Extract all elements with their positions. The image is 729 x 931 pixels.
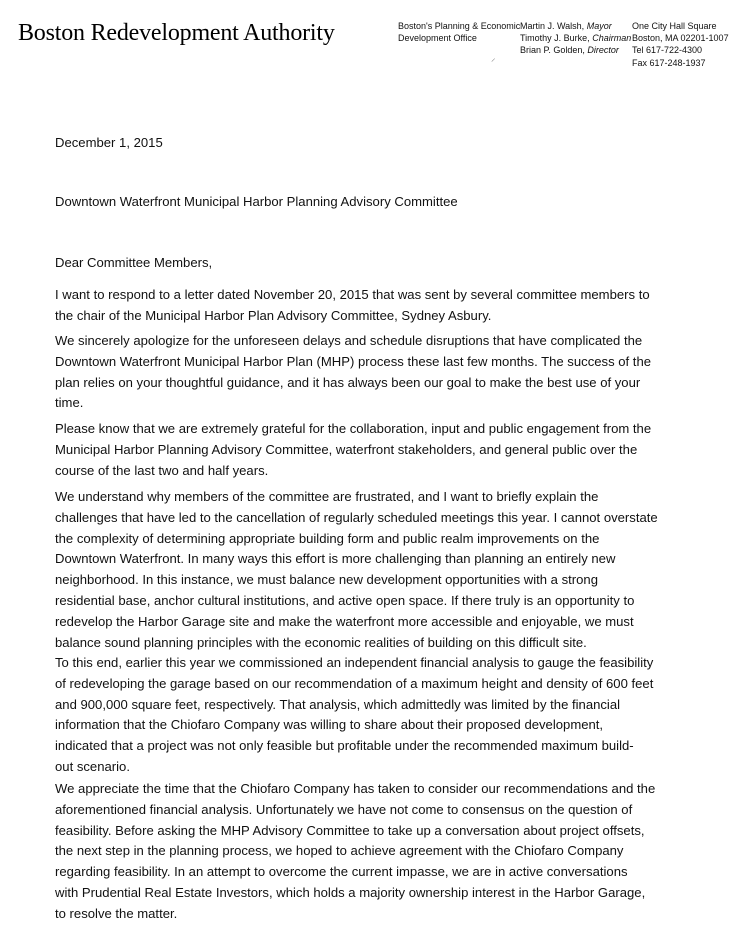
recipient: Downtown Waterfront Municipal Harbor Planning Advisory Committee: [55, 194, 458, 209]
paragraph-line: regarding feasibility. In an attempt to overcome the current impasse, we are in active conversations: [55, 864, 628, 880]
paragraph-line: balance sound planning principles with the economic realities of building on this difficult site.: [55, 634, 587, 650]
paragraph-3: [55, 419, 691, 481]
paragraph-line: Downtown Waterfront. In many ways this effort is more challenging than planning an entirely new: [55, 551, 616, 567]
paragraph-line: information that the Chiofaro Company was willing to share about their proposed development,: [55, 717, 604, 733]
paragraph-line: and 900,000 square feet, respectively. That analysis, which admittedly was limited by the financial: [55, 696, 621, 712]
official-director: [520, 44, 631, 56]
paragraph-2: [55, 331, 691, 414]
paragraph-line: We sincerely apologize for the unforeseen delays and schedule disruptions that have complicated the: [55, 333, 643, 348]
paragraph-line: out scenario.: [55, 758, 130, 774]
paragraph-line: Municipal Harbor Planning Advisory Committee, waterfront stakeholders, and general public over the: [55, 441, 638, 457]
official-role: Director: [587, 45, 619, 56]
address-line: One City Hall Square: [632, 21, 717, 31]
paragraph-4: [55, 487, 691, 653]
phone-line: Tel 617-722-4300: [632, 45, 703, 56]
official-role: Chairman: [592, 33, 632, 44]
paragraph-line: aforementioned financial analysis. Unfortunately we have not come to consensus on the question of: [55, 801, 633, 817]
signature-mark-icon: ⸝: [491, 53, 496, 63]
paragraph-line: We appreciate the time that the Chiofaro Company has taken to consider our recommendations and the: [55, 781, 656, 796]
letter-date: December 1, 2015: [55, 135, 163, 150]
paragraph-line: Please know that we are extremely grateful for the collaboration, input and public engagement from the: [55, 421, 652, 436]
salutation: Dear Committee Members,: [55, 255, 213, 270]
paragraph-line: to resolve the matter.: [55, 905, 178, 921]
address-block: [632, 20, 729, 69]
org-name: Boston Redevelopment Authority: [18, 20, 335, 46]
paragraph-line: challenges that have led to the cancellation of regularly scheduled meetings this year. I cannot overstate: [55, 509, 658, 525]
official-name: Brian P. Golden,: [520, 45, 585, 56]
paragraph-line: with Prudential Real Estate Investors, which holds a majority ownership interest in the Harbor Garage,: [55, 884, 646, 900]
official-mayor: [520, 20, 631, 32]
paragraph-line: residential base, anchor cultural institutions, and active open space. If there truly is an opportunity to: [55, 592, 635, 608]
paragraph-line: We understand why members of the committee are frustrated, and I want to briefly explain the: [55, 489, 599, 504]
paragraph-line: plan relies on your thoughtful guidance, and it has always been our goal to make the best use of your: [55, 374, 641, 390]
officials-block: [520, 20, 631, 57]
paragraph-line: the chair of the Municipal Harbor Plan Advisory Committee, Sydney Asbury.: [55, 307, 492, 323]
official-chairman: [520, 32, 631, 44]
paragraph-line: feasibility. Before asking the MHP Advisory Committee to take up a conversation about project offsets,: [55, 822, 645, 838]
paragraph-5: [55, 653, 691, 778]
department-line: Boston's Planning & Economic: [398, 21, 521, 31]
paragraph-line: indicated that a project was not only feasible but profitable under the recommended maximum build-: [55, 738, 634, 754]
official-role: Mayor: [586, 21, 612, 31]
paragraph-line: of redeveloping the garage based on our recommendation of a maximum height and density of 600 feet: [55, 675, 654, 691]
paragraph-line: To this end, earlier this year we commissioned an independent financial analysis to gauge the feasibility: [55, 655, 654, 670]
address-line: Boston, MA 02201-1007: [632, 33, 729, 44]
paragraph-1: [55, 285, 691, 327]
department-line: Development Office: [398, 33, 477, 44]
official-name: Martin J. Walsh,: [520, 21, 585, 31]
official-name: Timothy J. Burke,: [520, 33, 590, 44]
department-block: [398, 20, 520, 44]
fax-line: Fax 617-248-1937: [632, 57, 706, 68]
paragraph-6: [55, 779, 691, 925]
paragraph-line: time.: [55, 395, 84, 411]
paragraph-line: course of the last two and half years.: [55, 462, 269, 478]
paragraph-line: the next step in the planning process, we hoped to achieve agreement with the Chiofaro Company: [55, 843, 624, 859]
paragraph-line: neighborhood. In this instance, we must balance new development opportunities with a strong: [55, 572, 598, 588]
paragraph-line: redevelop the Harbor Garage site and make the waterfront more accessible and enjoyable, we must: [55, 613, 634, 629]
paragraph-line: Downtown Waterfront Municipal Harbor Plan (MHP) process these last few months. The success of the: [55, 353, 652, 369]
paragraph-line: the complexity of determining appropriate building form and public realm improvements on the: [55, 530, 600, 546]
paragraph-line: I want to respond to a letter dated November 20, 2015 that was sent by several committee members to: [55, 287, 650, 302]
